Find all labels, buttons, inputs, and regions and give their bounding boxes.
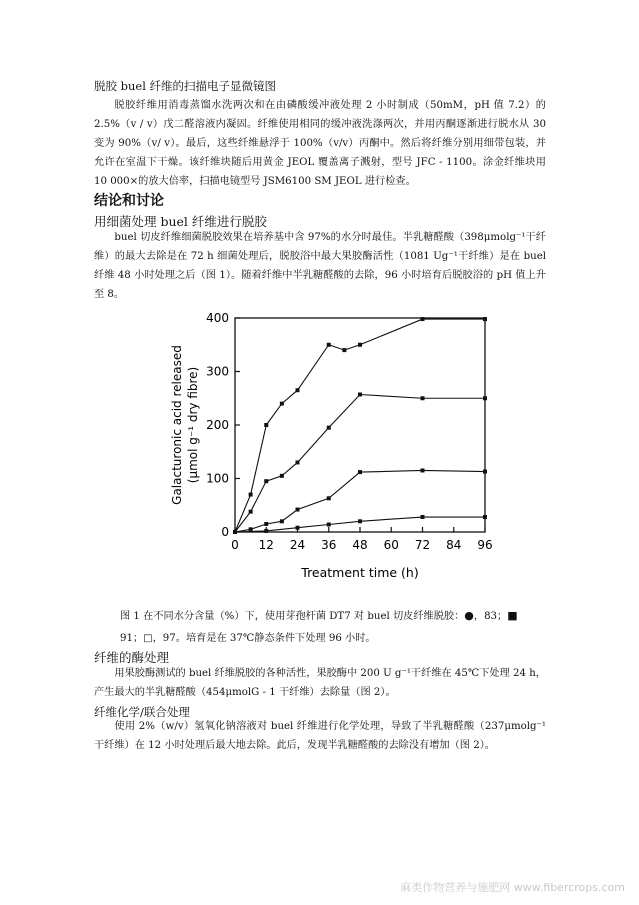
- open-square-marker-icon: □: [143, 633, 153, 644]
- data-point: [421, 396, 425, 400]
- paragraph-chemical: 使用 2%（w/v）氢氧化钠溶液对 buel 纤维进行化学处理，导致了半乳糖醛酸（237μmolg⁻¹干纤维）在 12 小时处理后最大地去除。此后，发现半乳糖醛酸的去除没有增加（图 2）。: [94, 721, 546, 751]
- data-point: [249, 527, 253, 531]
- data-point: [296, 508, 300, 512]
- caption-97: ，97。培育是在 37℃静态条件下处理 96 小时。: [152, 633, 376, 644]
- data-point: [233, 530, 237, 534]
- data-point: [264, 423, 268, 427]
- y-tick-label: 100: [206, 471, 229, 486]
- subheading-bacterial: 用细菌处理 buel 纤维进行脱胶: [94, 214, 267, 229]
- data-point: [421, 515, 425, 519]
- paragraph-enzyme: 用果胶酶测试的 buel 纤维脱胶的各种活性，果胶酶中 200 U g⁻¹干纤维在 45℃下处理 24 h，产生最大的半乳糖醛酸（454μmolG - 1 干纤维）去除量（图 2）。: [94, 668, 546, 698]
- x-tick-label: 48: [352, 538, 368, 552]
- figure-caption: [120, 605, 550, 650]
- chart-axes: [235, 318, 485, 532]
- data-point: [483, 317, 487, 321]
- section-heading-sem: 脱胶 buel 纤维的扫描电子显微镜图: [94, 79, 277, 93]
- subheading-enzyme: 纤维的酶处理: [94, 650, 170, 665]
- subheading-chemical: 纤维化学/联合处理: [94, 705, 190, 719]
- x-tick-label: 72: [414, 538, 431, 552]
- caption-91: 91；: [120, 633, 144, 644]
- data-point: [327, 496, 331, 500]
- data-point: [280, 474, 284, 478]
- x-tick-label: 60: [383, 538, 399, 552]
- y-tick-label: 0: [221, 525, 229, 539]
- data-point: [249, 493, 253, 497]
- data-point: [280, 519, 284, 523]
- x-tick-label: 84: [446, 538, 462, 552]
- watermark: 麻类作物营养与施肥网 www.fibercrops.com: [400, 881, 625, 894]
- x-tick-label: 12: [258, 538, 274, 552]
- series-line-1: [235, 319, 485, 532]
- y-axis-label-1: Galacturonic acid released: [170, 345, 184, 505]
- data-point: [421, 468, 425, 472]
- data-point: [296, 388, 300, 392]
- data-point: [327, 343, 331, 347]
- data-point: [421, 317, 425, 321]
- data-point: [296, 460, 300, 464]
- data-point: [342, 348, 346, 352]
- x-axis-label: Treatment time (h): [301, 565, 419, 580]
- data-point: [264, 529, 268, 533]
- data-point: [249, 510, 253, 514]
- data-point: [264, 522, 268, 526]
- chart-series: [233, 317, 487, 534]
- caption-line1: 图 1 在不同水分含量（%）下，使用芽孢杆菌 DT7 对 buel 切皮纤维脱胶：: [120, 611, 465, 622]
- data-point: [358, 470, 362, 474]
- figure-1-chart: [150, 300, 495, 597]
- data-point: [264, 479, 268, 483]
- data-point: [483, 470, 487, 474]
- x-tick-label: 24: [289, 538, 306, 552]
- plot-frame: [235, 318, 485, 532]
- circle-marker-icon: ●: [464, 609, 474, 622]
- data-point: [327, 523, 331, 527]
- data-point: [358, 519, 362, 523]
- y-axis-label-2: (μmol g⁻¹ dry fibre): [186, 366, 200, 484]
- series-line-2: [235, 395, 485, 532]
- x-tick-label: 36: [321, 538, 337, 552]
- data-point: [296, 526, 300, 530]
- data-point: [358, 343, 362, 347]
- y-tick-label: 200: [206, 418, 229, 432]
- paragraph-sem: 脱胶纤维用消毒蒸馏水洗两次和在由磷酸缓冲液处理 2 小时制成（50mM，pH 值 7.2）的 2.5%（v / v）戊二醛溶液内凝固。纤维使用相同的缓冲液洗涤两次，并用丙酮逐渐进行脱水从 30 变为 90%（v/ v）。最后，这些纤维悬浮于 100%（v/v）丙酮中。然后将纤维分别用细带包装，并允许在室温下干燥。该纤维块随后用黄金 JEOL 覆盖离子溅射，型号 JFC - 1100。涂金纤维块用 10 000×的放大倍率，扫描电镜型号 JSM6100 SM JEOL 进行检查。: [94, 100, 546, 187]
- data-point: [483, 396, 487, 400]
- square-marker-icon: ■: [507, 609, 518, 622]
- paragraph-bacterial: buel 切皮纤维细菌脱胶效果在培养基中含 97%的水分时最佳。半乳糖醛酸（398μmolg⁻¹干纤维）的最大去除是在 72 h 细菌处理后，脱胶浴中最大果胶酶活性（1081 Ug⁻¹干纤维）是在 buel 纤维 48 小时处理之后（图 1）。随着纤维中半乳糖醛酸的去除，96 小时培育后脱胶浴的 pH 值上升至 8。: [94, 232, 546, 300]
- data-point: [280, 402, 284, 406]
- section-heading-results: 结论和讨论: [94, 193, 164, 209]
- data-point: [358, 393, 362, 397]
- y-tick-label: 300: [206, 364, 229, 379]
- chart-ticks: [206, 311, 493, 552]
- x-tick-label: 96: [477, 538, 493, 552]
- y-tick-label: 400: [206, 311, 229, 325]
- data-point: [327, 426, 331, 430]
- caption-83: ，83；: [473, 611, 508, 622]
- x-tick-label: 0: [231, 538, 239, 552]
- data-point: [483, 515, 487, 519]
